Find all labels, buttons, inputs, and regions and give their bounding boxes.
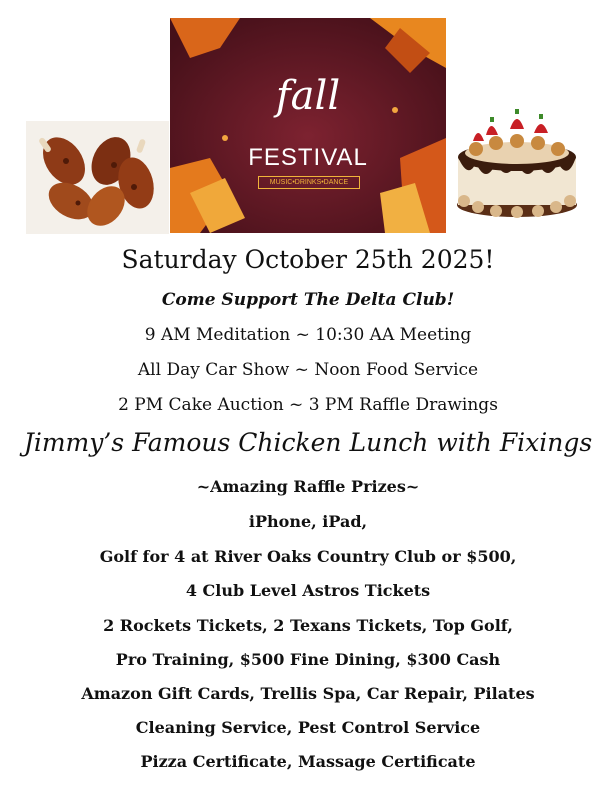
raffle-heading: ~Amazing Raffle Prizes~ — [196, 477, 420, 496]
prize-line: Amazon Gift Cards, Trellis Spa, Car Repair, Pilates — [81, 684, 535, 703]
event-date: Saturday October 25th 2025! — [121, 245, 495, 274]
prize-line: Pro Training, $500 Fine Dining, $300 Cash — [115, 650, 501, 669]
cake-photo — [448, 105, 586, 223]
banner-title-script: fall — [275, 73, 341, 119]
prize-line: iPhone, iPad, — [248, 512, 368, 531]
banner-title-main: FESTIVAL — [248, 144, 368, 171]
banner-tagline: MUSIC•DRINKS•DANCE — [258, 176, 360, 189]
prize-line: 4 Club Level Astros Tickets — [185, 581, 431, 600]
fall-festival-graphic — [170, 18, 446, 233]
prize-line: 2 Rockets Tickets, 2 Texans Tickets, Top Golf, — [103, 616, 513, 635]
lunch-headline: Jimmy’s Famous Chicken Lunch with Fixings — [23, 428, 593, 457]
prize-line: Cleaning Service, Pest Control Service — [135, 718, 481, 737]
fall-festival-banner — [170, 18, 446, 233]
support-tagline: Come Support The Delta Club! — [161, 290, 455, 310]
chicken-drumsticks-image — [26, 121, 169, 234]
prize-line: Golf for 4 at River Oaks Country Club or $500, — [99, 547, 517, 566]
schedule-line: All Day Car Show ~ Noon Food Service — [137, 360, 479, 380]
chocolate-cake-image — [448, 105, 586, 223]
chicken-drumsticks-photo — [26, 121, 169, 234]
prize-line: Pizza Certificate, Massage Certificate — [140, 752, 476, 771]
schedule-line: 9 AM Meditation ~ 10:30 AA Meeting — [144, 325, 472, 345]
schedule-line: 2 PM Cake Auction ~ 3 PM Raffle Drawings — [118, 395, 498, 415]
